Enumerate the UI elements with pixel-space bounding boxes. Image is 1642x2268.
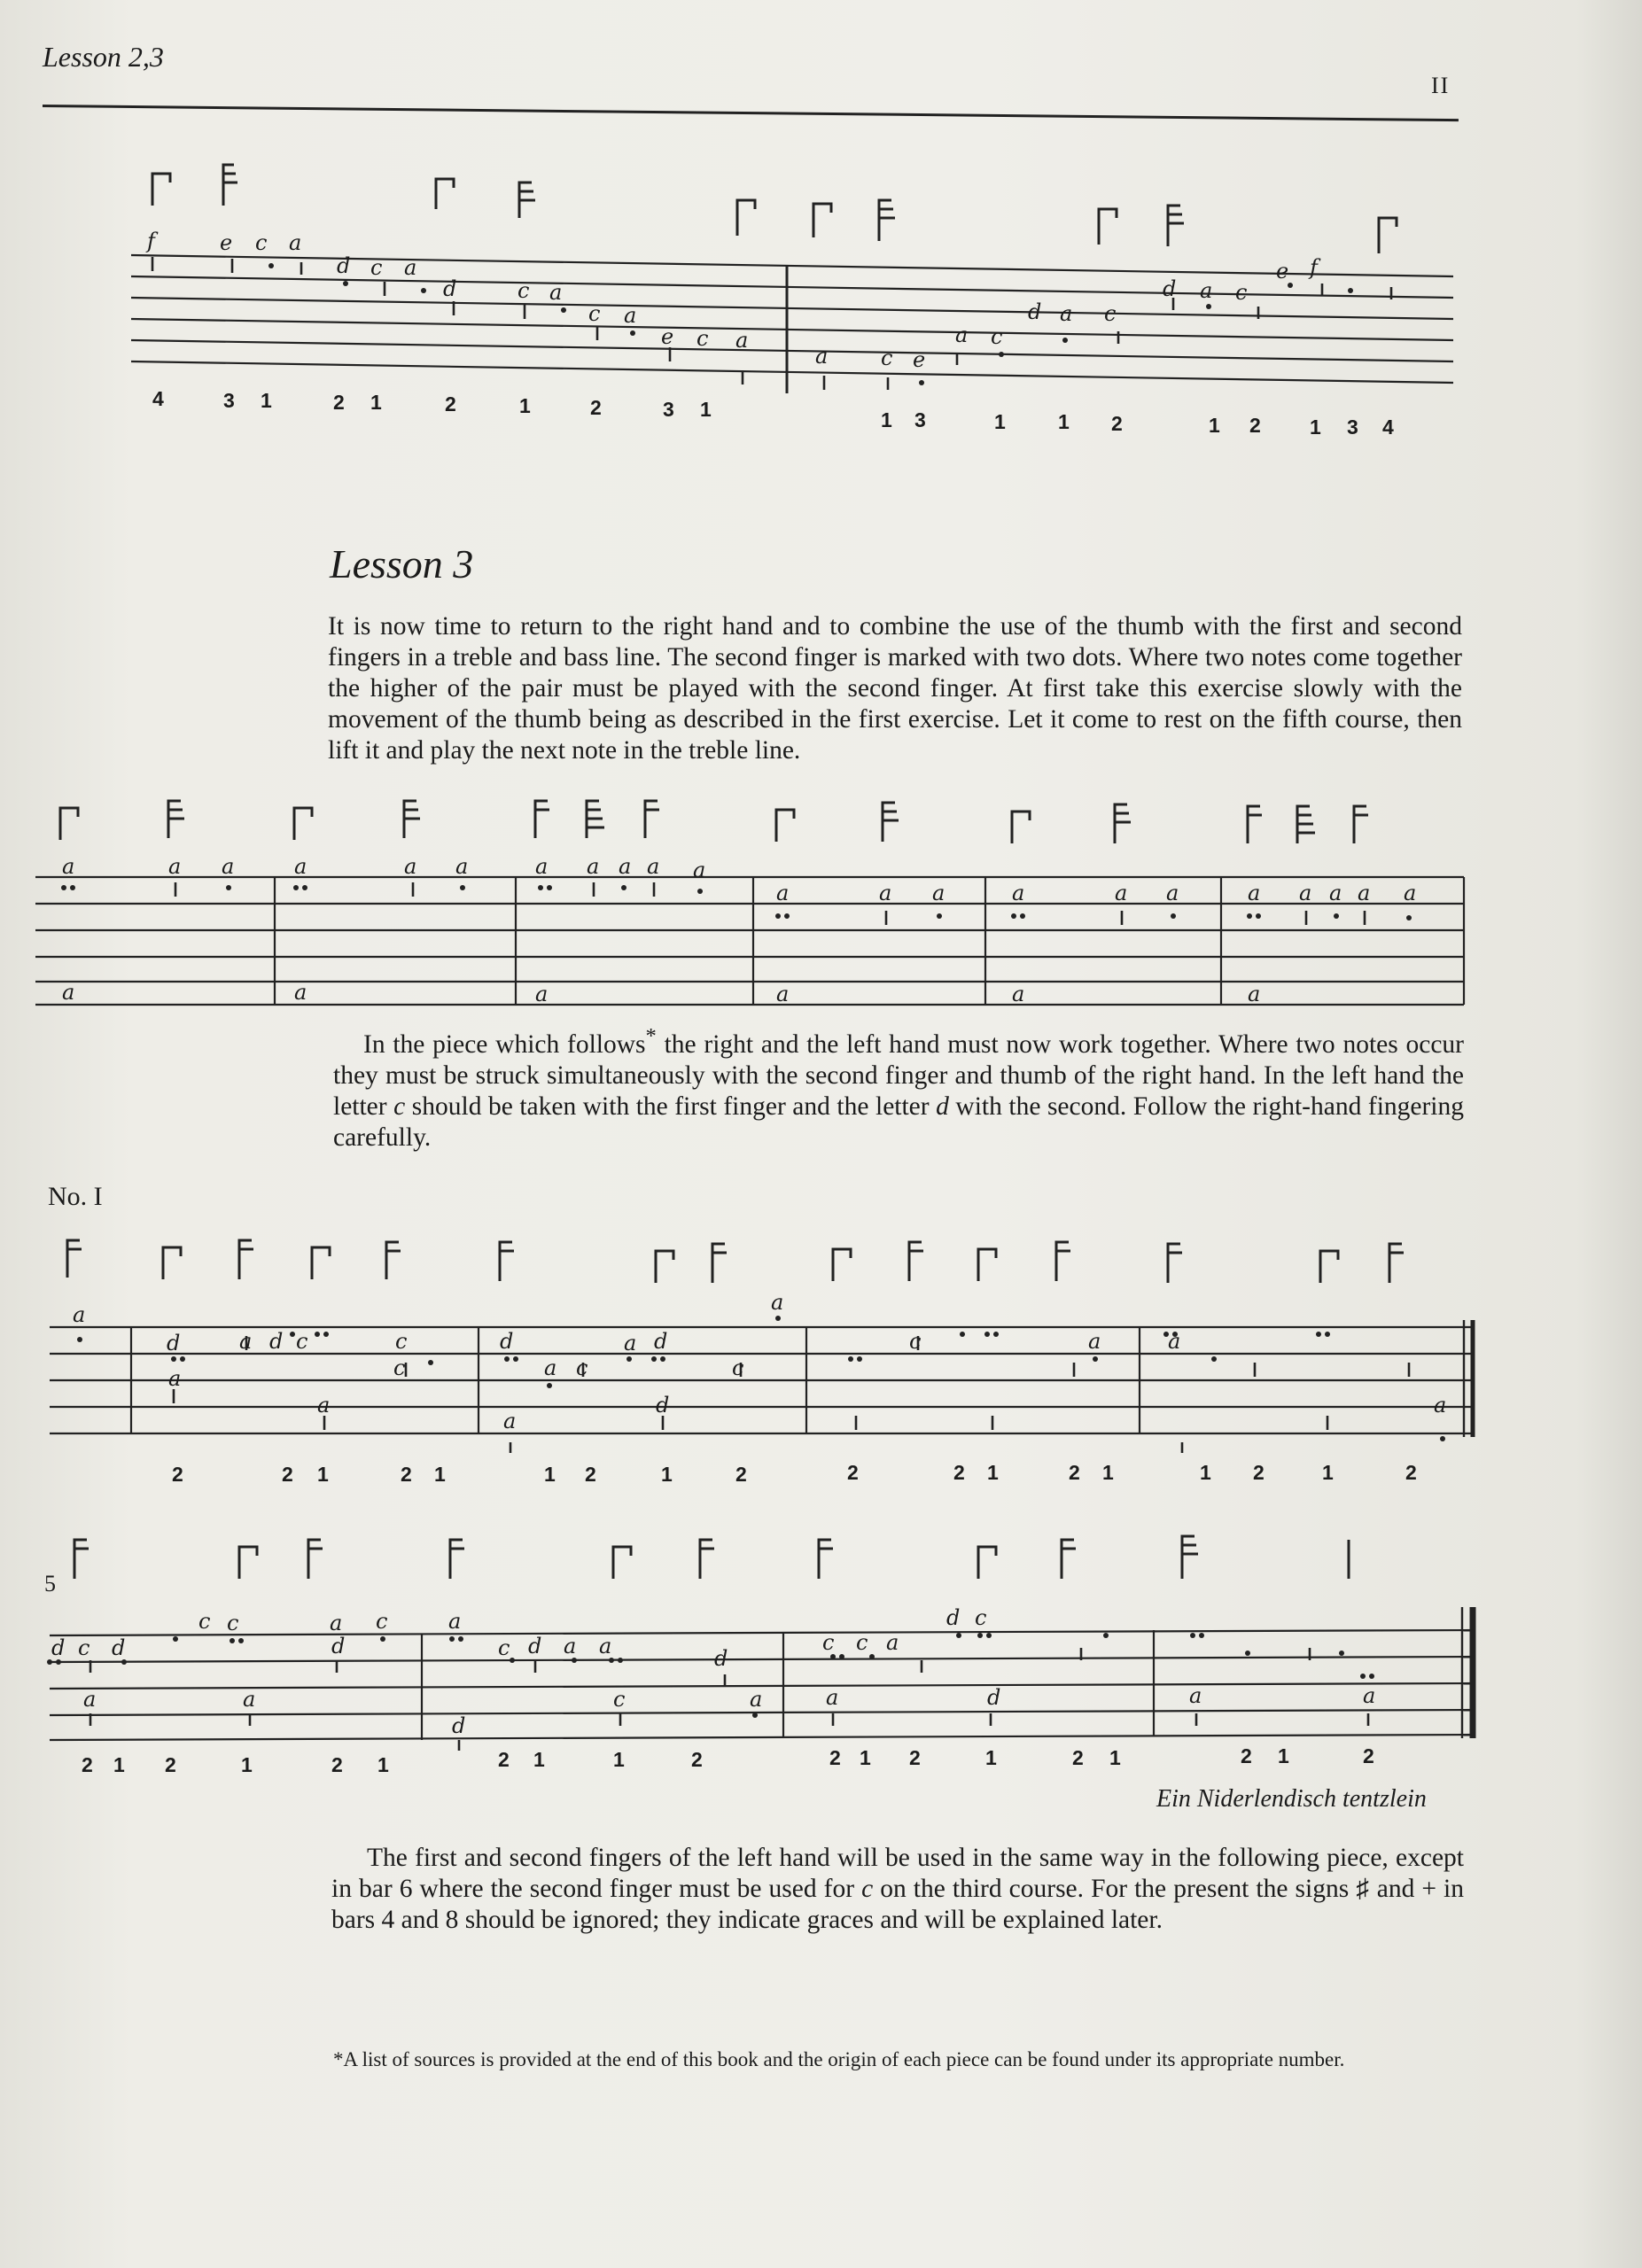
tab-letter: d xyxy=(51,1635,66,1660)
lesson-paragraph-1: It is now time to return to the right hand and to combine the use of the thumb with the first and second fingers in a treble and bass line. The second finger is marked with two dots. Where two notes come together the higher of the pair must be played with the second finger. At first take this exercise slowly with the movement of the thumb being as described in the first exercise. Let it come to rest on the fifth course, then lift it and play the next note in the treble line. xyxy=(328,612,1462,765)
tab-letter: d xyxy=(269,1329,284,1354)
lesson-title: Lesson 3 xyxy=(330,541,474,586)
fingering-number: 1 xyxy=(860,1746,871,1769)
tab-letter: a xyxy=(222,854,235,879)
tab-letter: c xyxy=(696,326,709,351)
fingering-number: 2 xyxy=(1363,1744,1374,1767)
tab-letter: a xyxy=(1248,881,1261,905)
tab-letter: a xyxy=(1200,278,1213,303)
fingering-number: 1 xyxy=(700,398,712,421)
fingering-number: 1 xyxy=(519,394,531,417)
tab-letter: a xyxy=(647,854,660,879)
fingering-number: 2 xyxy=(333,391,345,414)
tab-letter: a xyxy=(289,230,302,255)
fingering-number: 1 xyxy=(1200,1461,1211,1484)
fingering-number: 1 xyxy=(994,410,1006,433)
letter-d: d xyxy=(936,1091,949,1121)
tab-letter: a xyxy=(619,854,632,879)
tab-letter: a xyxy=(1363,1683,1376,1708)
fingering-number: 1 xyxy=(985,1746,997,1769)
tab-letter: a xyxy=(1248,982,1261,1006)
tab-letter: a xyxy=(294,980,307,1005)
tab-letter: c xyxy=(198,1609,211,1634)
fingering-number: 4 xyxy=(1382,416,1394,439)
fingering-number: 1 xyxy=(533,1748,545,1771)
fingering-number: 2 xyxy=(282,1463,293,1486)
tab-letter: a xyxy=(1088,1329,1101,1354)
tab-letter: a xyxy=(239,1329,253,1354)
tab-letter: d xyxy=(112,1635,126,1660)
tab-letter: f xyxy=(1310,255,1318,280)
tab-letter: a xyxy=(624,303,637,328)
fingering-number: 1 xyxy=(661,1463,673,1486)
tab-letter: d xyxy=(656,1393,670,1418)
rhythm-signs-4 xyxy=(74,1536,1349,1579)
tab-letter: a xyxy=(564,1634,577,1658)
tab-letter: a xyxy=(955,322,969,347)
piece-caption: Ein Niderlendisch tentzlein xyxy=(1156,1785,1427,1813)
tab-letter: a xyxy=(1404,881,1417,905)
tab-letter: d xyxy=(946,1605,961,1630)
piece-label: No. I xyxy=(48,1182,103,1211)
tab-letter: a xyxy=(448,1609,462,1634)
tab-letter: a xyxy=(693,858,706,882)
tab-letter: f xyxy=(147,229,155,253)
letter-c: c xyxy=(861,1875,874,1903)
tab-letter: a xyxy=(1012,881,1025,905)
tab-letter: a xyxy=(624,1331,637,1355)
tab-letter: c xyxy=(395,1329,408,1354)
tab-letter: a xyxy=(404,854,417,879)
fingering-number: 2 xyxy=(1111,412,1123,435)
fingering-number: 1 xyxy=(1102,1461,1114,1484)
fingering-number: 2 xyxy=(1249,414,1261,437)
fingering-number: 1 xyxy=(1322,1461,1334,1484)
fingering-number: 1 xyxy=(261,389,272,412)
tab-letter: c xyxy=(613,1687,626,1712)
tab-letter: a xyxy=(735,328,749,353)
tab-letter: a xyxy=(317,1393,331,1418)
tab-letter: e xyxy=(220,230,233,255)
fingering-number: 2 xyxy=(1405,1461,1417,1484)
footnote-marker: * xyxy=(645,1024,657,1048)
tab-letter: a xyxy=(776,982,790,1006)
tab-letter: d xyxy=(714,1646,728,1671)
tab-staff-4 xyxy=(50,1607,1475,1740)
tab-letter: c xyxy=(393,1355,406,1380)
fingering-number: 1 xyxy=(113,1753,125,1776)
tab-letter: c xyxy=(991,324,1003,349)
tab-letter: a xyxy=(535,854,549,879)
fingering-number: 1 xyxy=(544,1463,556,1486)
letter-c: c xyxy=(393,1091,406,1121)
paragraph-text: on the third course. For the present the signs xyxy=(873,1875,1357,1903)
tab-letter: c xyxy=(518,278,530,303)
paragraph-text: the right and the left hand must now work together. Where two notes occur they must be struck simultaneously with the second finger and thumb of the right hand. In the left hand the letter xyxy=(333,1029,1464,1121)
fingering-number: 1 xyxy=(434,1463,446,1486)
rhythm-signs-2 xyxy=(60,801,1368,843)
lesson-paragraph-3 xyxy=(331,1843,1464,1936)
tab-letter: a xyxy=(1434,1393,1447,1418)
tab-staff-3 xyxy=(50,1320,1475,1437)
tab-letter: c xyxy=(588,301,601,326)
tab-letter: d xyxy=(500,1329,514,1354)
tab-letter: d xyxy=(337,253,351,278)
tab-letter: d xyxy=(167,1331,181,1355)
fingering-number: 2 xyxy=(165,1753,176,1776)
tab-letter: a xyxy=(879,881,892,905)
fingering-3 xyxy=(172,1461,1417,1486)
tab-letter: a xyxy=(455,854,469,879)
fingering-number: 3 xyxy=(1347,416,1358,439)
fingering-number: 1 xyxy=(241,1753,253,1776)
tab-letter: a xyxy=(549,280,563,305)
tab-letter: c xyxy=(909,1329,922,1354)
fingering-number: 2 xyxy=(735,1463,747,1486)
tab-letter: c xyxy=(255,230,268,255)
tab-letter: c xyxy=(370,255,383,280)
tab-letter: d xyxy=(654,1329,668,1354)
tab-staff-1 xyxy=(131,255,1453,393)
tab-letter: e xyxy=(913,347,926,372)
fingering-number: 2 xyxy=(172,1463,183,1486)
tab-letter: c xyxy=(822,1630,835,1655)
fingering-number: 2 xyxy=(847,1461,859,1484)
tab-letter: c xyxy=(732,1355,744,1380)
fingering-number: 2 xyxy=(401,1463,412,1486)
fingering-number: 4 xyxy=(152,387,164,410)
fingering-number: 2 xyxy=(1069,1461,1080,1484)
fingering-number: 1 xyxy=(1310,416,1321,439)
tab-letter: a xyxy=(535,982,549,1006)
fingering-number: 1 xyxy=(370,391,382,414)
tab-letter: d xyxy=(1028,299,1042,324)
tab-letter: a xyxy=(503,1409,517,1433)
rhythm-signs-3 xyxy=(67,1240,1404,1283)
fingering-number: 1 xyxy=(1278,1744,1289,1767)
tab-letter: a xyxy=(62,980,75,1005)
tab-letter: a xyxy=(587,854,600,879)
fingering-number: 3 xyxy=(914,408,926,431)
running-header: Lesson 2,3 xyxy=(43,41,164,73)
fingering-number: 2 xyxy=(829,1746,841,1769)
fingering-number: 1 xyxy=(613,1748,625,1771)
tab-letter: a xyxy=(1166,881,1179,905)
fingering-number: 1 xyxy=(377,1753,389,1776)
fingering-number: 1 xyxy=(317,1463,329,1486)
tab-letter: a xyxy=(83,1687,97,1712)
tab-letter: c xyxy=(78,1635,90,1660)
fingering-number: 1 xyxy=(987,1461,999,1484)
fingering-number: 2 xyxy=(1253,1461,1265,1484)
tab-letter: d xyxy=(987,1685,1001,1710)
fingering-number: 2 xyxy=(498,1748,510,1771)
tab-letter: c xyxy=(975,1605,987,1630)
tab-letter: d xyxy=(443,276,457,301)
tab-letter: a xyxy=(294,854,307,879)
paragraph-text: with the second. Follow the right-hand fingering carefully. xyxy=(333,1091,1465,1152)
paragraph-text: The first and second fingers of the left hand will be used in the same way in the following piece, except in bar 6 where the second finger must be used for xyxy=(331,1844,1464,1903)
fingering-number: 2 xyxy=(331,1753,343,1776)
tab-letter: a xyxy=(1189,1683,1202,1708)
tab-letter: a xyxy=(404,255,417,280)
tab-letter: a xyxy=(599,1634,612,1658)
tab-letter: a xyxy=(886,1630,899,1655)
tab-letter: a xyxy=(1115,881,1128,905)
tab-letter: c xyxy=(856,1630,868,1655)
tab-letter: a xyxy=(826,1685,839,1710)
footnote: *A list of sources is provided at the end of this book and the origin of each piece can be found under its appropriate number. xyxy=(333,2048,1345,2070)
tab-letter: c xyxy=(1235,280,1248,305)
tab-letter: c xyxy=(576,1355,588,1380)
tab-letter: d xyxy=(331,1634,346,1658)
tab-letter: a xyxy=(1299,881,1312,905)
tab-letters-3 xyxy=(73,1290,1446,1433)
fingering-number: 1 xyxy=(1209,414,1220,437)
bar-number: 5 xyxy=(44,1571,56,1596)
fingering-number: 3 xyxy=(663,398,674,421)
tab-letter: a xyxy=(1168,1329,1181,1354)
tab-letter: a xyxy=(73,1302,86,1327)
tab-letter: a xyxy=(330,1611,343,1635)
fingering-number: 2 xyxy=(1241,1744,1252,1767)
tab-letter: a xyxy=(1012,982,1025,1006)
tab-letter: a xyxy=(932,881,946,905)
fingering-number: 2 xyxy=(590,396,602,419)
paragraph-text: and + in bars 4 and 8 should be ignored; they indicate graces and will be explained later. xyxy=(331,1875,1465,1934)
tab-letter: a xyxy=(243,1687,256,1712)
tab-letter: e xyxy=(1276,259,1289,284)
fingering-number: 3 xyxy=(223,389,235,412)
fingering-number: 2 xyxy=(691,1748,703,1771)
fingering-number: 1 xyxy=(881,408,892,431)
tab-letter: a xyxy=(1329,881,1342,905)
fingering-number: 2 xyxy=(82,1753,93,1776)
tab-letter: c xyxy=(881,346,893,370)
tab-letter: c xyxy=(1104,301,1117,326)
tab-letter: a xyxy=(771,1290,784,1315)
fingering-1 xyxy=(152,387,1394,439)
tab-letter: a xyxy=(1060,301,1073,326)
tab-letter: d xyxy=(1163,276,1177,301)
fingering-number: 2 xyxy=(953,1461,965,1484)
fingering-number: 2 xyxy=(909,1746,921,1769)
tab-letter: a xyxy=(750,1687,763,1712)
tab-letter: a xyxy=(544,1355,557,1380)
tab-letter: c xyxy=(227,1611,239,1635)
tab-letter: a xyxy=(168,1366,182,1391)
fingering-number: 1 xyxy=(1109,1746,1121,1769)
paragraph-text: should be taken with the first finger and the letter xyxy=(405,1091,937,1121)
tab-letter: e xyxy=(661,324,674,349)
tab-letter: c xyxy=(296,1329,308,1354)
tab-letter: d xyxy=(452,1713,466,1738)
sharp-sign: ♯ xyxy=(1356,1875,1370,1903)
tab-letter: d xyxy=(528,1634,542,1658)
fingering-number: 2 xyxy=(1072,1746,1084,1769)
tab-letter: a xyxy=(62,854,75,879)
tab-letter: c xyxy=(376,1609,388,1634)
fingering-number: 2 xyxy=(585,1463,596,1486)
fingering-number: 1 xyxy=(1058,410,1070,433)
tab-letter: c xyxy=(498,1635,510,1660)
page-number: II xyxy=(1431,73,1451,98)
paragraph-text: In the piece which follows xyxy=(363,1029,646,1059)
fingering-4 xyxy=(82,1744,1374,1776)
tab-letter: a xyxy=(776,881,790,905)
rhythm-signs-1 xyxy=(152,165,1397,253)
lesson-paragraph-2 xyxy=(333,1021,1464,1153)
fingering-number: 2 xyxy=(445,392,456,416)
tab-letter: a xyxy=(815,344,829,369)
tab-letter: a xyxy=(168,854,182,879)
tab-letter: a xyxy=(1358,881,1371,905)
